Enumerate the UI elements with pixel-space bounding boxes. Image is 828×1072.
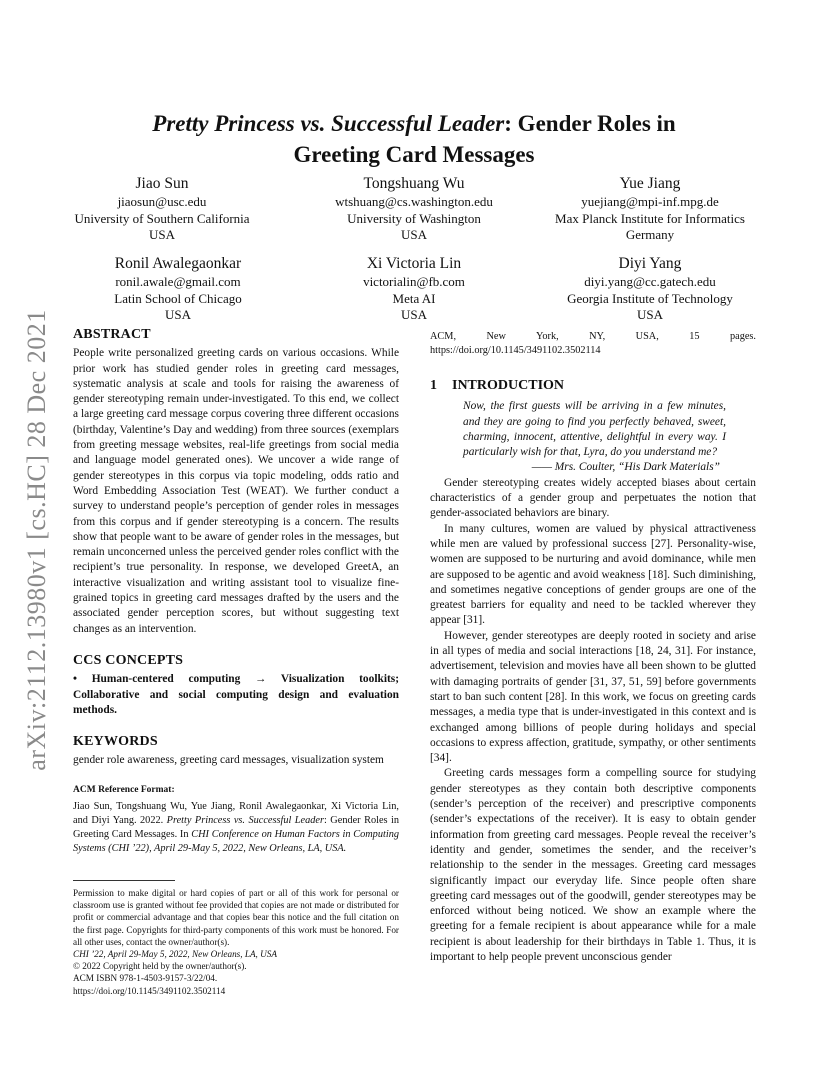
author-affiliation: Meta AI bbox=[392, 290, 436, 306]
keywords-text: gender role awareness, greeting card messages, visualization system bbox=[73, 754, 384, 767]
author-email: wtshuang@cs.washington.edu bbox=[335, 194, 493, 209]
author-affiliation: University of Southern California bbox=[74, 210, 250, 226]
intro-paragraph: However, gender stereotypes are deeply rooted in society and arise in all types of media and social interactions [18, 24, 31]. For instance, advertisement, television and movies have all been shown to be glutted with damaging portraits of gender [31, 37, 51, 59] before governments start to ban such content [28]. In this work, we focus on greeting cards messages, a media type that is under-investigated in this context and is exchanged among billions of people during holidays and special occasions to express affection, gratitude, sympathy, or other sentiments [34]. bbox=[430, 629, 756, 765]
author-country: Germany bbox=[625, 227, 675, 242]
author-country: USA bbox=[148, 227, 175, 242]
author-email: diyi.yang@cc.gatech.edu bbox=[584, 274, 716, 289]
introduction-heading bbox=[430, 378, 756, 393]
footnote-rule bbox=[73, 880, 175, 881]
epigraph-attribution: —— Mrs. Coulter, “His Dark Materials” bbox=[531, 461, 720, 474]
author-country: USA bbox=[164, 307, 191, 322]
permission-doi: https://doi.org/10.1145/3491102.3502114 bbox=[73, 985, 226, 996]
title-italic: Pretty Princess vs. Successful Leader bbox=[152, 111, 505, 136]
acm-reference-text bbox=[73, 800, 399, 856]
acm-reference-heading: ACM Reference Format: bbox=[73, 784, 175, 795]
author-block bbox=[294, 174, 534, 244]
author-email: jiaosun@usc.edu bbox=[117, 194, 207, 209]
author-email: ronil.awale@gmail.com bbox=[115, 274, 241, 289]
title-rest: : Gender Roles in bbox=[504, 111, 676, 136]
author-name: Tongshuang Wu bbox=[363, 175, 465, 192]
arxiv-identifier bbox=[22, 290, 52, 790]
keywords-heading: KEYWORDS bbox=[73, 734, 158, 750]
acm-ref-venue: CHI Conference on Human Factors in Computing Systems (CHI ’22), April 29-May 5, 2022, New Orleans, LA, USA. bbox=[73, 829, 400, 855]
author-name: Jiao Sun bbox=[135, 175, 189, 192]
acm-ref-lead: Jiao Sun, Tongshuang Wu, Yue Jiang, Ronil Awalegaonkar, Xi Victoria Lin, and Diyi Yang. 2022. bbox=[73, 801, 399, 827]
acm-ref-title-italic: Pretty Princess vs. Successful Leader bbox=[166, 815, 324, 827]
permission-venue: CHI ’22, April 29-May 5, 2022, New Orleans, LA, USA bbox=[73, 949, 277, 960]
author-affiliation: Max Planck Institute for Informatics bbox=[555, 210, 745, 226]
author-name: Diyi Yang bbox=[618, 255, 682, 272]
author-email: yuejiang@mpi-inf.mpg.de bbox=[581, 194, 719, 209]
author-country: USA bbox=[636, 307, 663, 322]
permission-isbn: ACM ISBN 978-1-4503-9157-3/22/04. bbox=[73, 973, 218, 984]
acm-reference-continued: ACM, New York, NY, USA, 15 pages. https://doi.org/10.1145/3491102.3502114 bbox=[430, 331, 756, 356]
author-name: Xi Victoria Lin bbox=[366, 255, 462, 272]
author-affiliation: University of Washington bbox=[347, 210, 481, 226]
title-line2: Greeting Card Messages bbox=[293, 142, 535, 167]
author-name: Ronil Awalegaonkar bbox=[114, 255, 242, 272]
author-email: victorialin@fb.com bbox=[363, 274, 465, 289]
abstract-text: People write personalized greeting cards on various occasions. While prior work has studied gender roles in greeting card messages, systematic analysis at scale and tools for raising the awareness of gender stereotyping remain under-investigated. To this end, we collect a large greeting card message corpus covering three different occasions (birthday, Valentine’s Day and wedding) from three sources (exemplars from greeting message websites, real-life greetings from social media and language model generated ones). We uncover a wide range of gender stereotypes in this corpus via topic modeling, odds ratio and Word Embedding Association Test (WEAT). We further conduct a survey to understand people’s perception of gender roles in messages from this corpus and if gender stereotyping is a concern. The results show that people want to be aware of gender roles in the messages, but remain unconcerned unless the perceived gender roles conflict with the recipient’s true personality. In response, we developed GreetA, an interactive visualization and writing assistant tool to visualize fine-grained topics in greeting card messages drafted by the users and the associated gender perception scores, but without suggesting text changes as an intervention. bbox=[73, 347, 399, 635]
permission-copyright: © 2022 Copyright held by the owner/author(s). bbox=[73, 961, 247, 972]
epigraph: Now, the first guests will be arriving in a few minutes, and they are going to find you perfectly behaved, sweet, charming, innocent, attentive, delightful in every way. I particularly wish for that, Lyra, do you understand me? bbox=[463, 400, 726, 459]
author-block bbox=[530, 174, 770, 244]
intro-paragraph: Gender stereotyping creates widely accepted biases about certain characteristics of a gender group and perpetuates the notion that gender-associated behaviors are binary. bbox=[430, 476, 756, 520]
author-country: USA bbox=[400, 307, 427, 322]
paper-title bbox=[90, 108, 738, 170]
author-affiliation: Latin School of Chicago bbox=[114, 290, 242, 306]
left-column bbox=[73, 327, 399, 997]
ccs-text: • Human-centered computing → Visualization toolkits; Collaborative and social computing design and evaluation methods. bbox=[73, 673, 399, 716]
abstract-heading: ABSTRACT bbox=[73, 327, 151, 342]
arxiv-id-text: arXiv:2112.13980v1 [cs.HC] 28 Dec 2021 bbox=[22, 309, 51, 771]
author-block bbox=[530, 254, 770, 324]
section-number: 1 bbox=[430, 378, 437, 393]
author-affiliation: Georgia Institute of Technology bbox=[567, 290, 733, 306]
author-country: USA bbox=[400, 227, 427, 242]
intro-paragraph: In many cultures, women are valued by physical attractiveness while men are valued by professional success [27]. Personality-wise, women are supposed to be nurturing and avoid dominance, while men are supposed to be agentic and avoid weakness [18]. Such diminishing, and sometimes negative conceptions of gender groups are one of the greatest barriers for equality and need to be tackled wherever they appear [31]. bbox=[430, 522, 756, 627]
author-block bbox=[294, 254, 534, 324]
ccs-heading: CCS CONCEPTS bbox=[73, 652, 184, 668]
permission-text: Permission to make digital or hard copies of part or all of this work for personal or classroom use is granted without fee provided that copies are not made or distributed for profit or commercial advantage and that copies bear this notice and the full citation on the first page. Copyrights for third-party components of this work must be honored. For all other uses, contact the owner/author(s). bbox=[73, 888, 399, 947]
section-title: INTRODUCTION bbox=[452, 378, 565, 393]
author-block bbox=[42, 174, 282, 244]
author-block bbox=[58, 254, 298, 324]
acm-ref-title-rest: : Gender Roles in Greeting Card Messages. In bbox=[73, 815, 400, 841]
intro-paragraph: Greeting cards messages form a compelling source for studying gender stereotypes as they contain both descriptive components (sender’s perception of the receiver) and prescriptive components (sender’s expectations of the receiver). It is easy to obtain gender information from greeting card messages. People reveal the receiver’s identity and gender, sometimes the sender, and the receiver’s relationship to the sender in the messages. Greeting card messages significantly impact our everyday life. Since people often share greeting card messages out of the goodwill, gender stereotypes may be enforced without being noticed. We show an example where the greeting for a female recipient is about appearance while for a male recipient is about leadership for their birthdays in Table 1. Thus, it is important to help people prevent unconscious gender bbox=[430, 767, 756, 963]
author-name: Yue Jiang bbox=[619, 175, 681, 192]
right-column bbox=[430, 330, 756, 965]
